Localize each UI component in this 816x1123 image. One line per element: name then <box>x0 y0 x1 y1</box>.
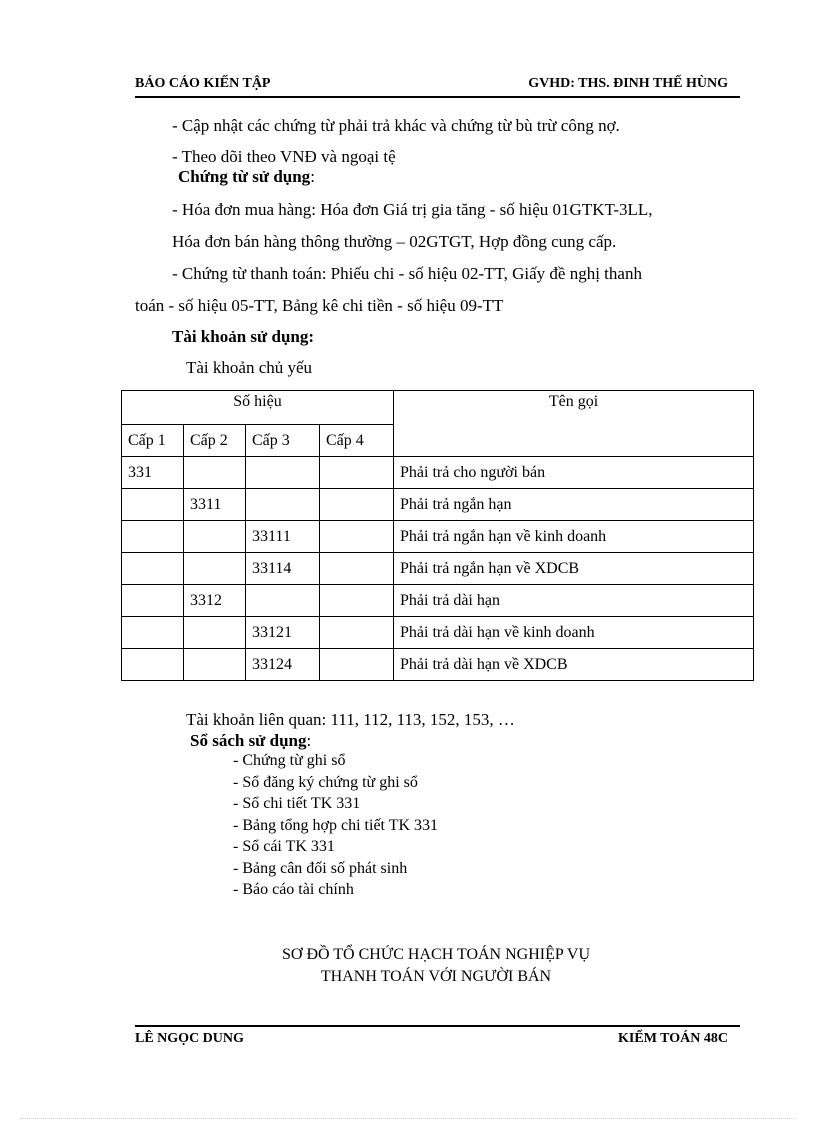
table-row <box>122 617 754 649</box>
books-heading-line <box>190 731 311 751</box>
diagram-title-line-1: SƠ ĐỒ TỔ CHỨC HẠCH TOÁN NGHIỆP VỤ <box>282 946 590 963</box>
cell-level-1: 331 <box>122 457 184 489</box>
main-accounts-label: Tài khoản chủ yếu <box>186 358 313 377</box>
header-left: BÁO CÁO KIẾN TẬP <box>135 76 271 91</box>
table-row <box>122 585 754 617</box>
cell-level-1 <box>122 521 184 553</box>
vouchers-heading: Chứng từ sử dụng <box>178 167 311 186</box>
bullet-update: - Cập nhật các chứng từ phải trả khác và chứng từ bù trừ công nợ. <box>172 116 620 135</box>
cell-name: Phải trả cho người bán <box>394 457 754 489</box>
cell-name: Phải trả ngắn hạn về kinh doanh <box>394 521 754 553</box>
purchase-invoice-line-1: - Hóa đơn mua hàng: Hóa đơn Giá trị gia tăng - số hiệu 01GTKT-3LL, <box>172 200 653 219</box>
cell-level-4 <box>320 649 394 681</box>
cell-level-2 <box>184 617 246 649</box>
table-row <box>122 457 754 489</box>
level-4-header: Cấp 4 <box>320 425 394 457</box>
cell-level-2 <box>184 521 246 553</box>
cell-level-4 <box>320 489 394 521</box>
cell-name: Phải trả ngắn hạn về XDCB <box>394 553 754 585</box>
book-item: - Sổ cái TK 331 <box>233 838 335 855</box>
cell-name: Phải trả dài hạn về XDCB <box>394 649 754 681</box>
page-bottom-divider <box>20 1118 796 1119</box>
cell-name: Phải trả dài hạn <box>394 585 754 617</box>
table-row <box>122 521 754 553</box>
cell-level-2 <box>184 553 246 585</box>
book-item: - Chứng từ ghi sổ <box>233 752 346 769</box>
book-item: - Báo cáo tài chính <box>233 881 354 898</box>
level-3-header: Cấp 3 <box>246 425 320 457</box>
cell-level-3 <box>246 457 320 489</box>
cell-level-2 <box>184 457 246 489</box>
cell-level-2 <box>184 649 246 681</box>
vouchers-heading-line <box>178 167 315 187</box>
cell-level-4 <box>320 553 394 585</box>
book-item: - Bảng tổng hợp chi tiết TK 331 <box>233 817 439 834</box>
accounts-table <box>121 390 754 681</box>
table-row <box>122 489 754 521</box>
related-accounts: Tài khoản liên quan: 111, 112, 113, 152, 153, … <box>186 710 515 729</box>
payment-voucher-line-2: toán - số hiệu 05-TT, Bảng kê chi tiền - số hiệu 09-TT <box>135 296 504 315</box>
cell-level-1 <box>122 649 184 681</box>
cell-level-3 <box>246 585 320 617</box>
cell-level-2: 3312 <box>184 585 246 617</box>
purchase-invoice-line-2: Hóa đơn bán hàng thông thường – 02GTGT, Hợp đồng cung cấp. <box>172 232 617 251</box>
cell-level-3 <box>246 489 320 521</box>
book-item: - Bảng cân đối số phát sinh <box>233 860 408 877</box>
cell-level-4 <box>320 521 394 553</box>
footer-right: KIỂM TOÁN 48C <box>618 1031 728 1046</box>
cell-level-4 <box>320 457 394 489</box>
level-1-header: Cấp 1 <box>122 425 184 457</box>
vouchers-heading-colon: : <box>310 167 315 186</box>
book-item: - Sổ đăng ký chứng từ ghi sổ <box>233 774 418 791</box>
page-header <box>135 76 740 98</box>
books-heading-colon: : <box>306 731 312 750</box>
accounts-heading: Tài khoản sử dụng: <box>172 327 315 346</box>
bullet-currency: - Theo dõi theo VNĐ và ngoại tệ <box>172 147 396 166</box>
group-header-cell: Số hiệu <box>122 391 394 425</box>
page-footer <box>135 1025 740 1051</box>
cell-level-2: 3311 <box>184 489 246 521</box>
footer-left: LÊ NGỌC DUNG <box>135 1031 244 1046</box>
book-item: - Sổ chi tiết TK 331 <box>233 795 361 812</box>
cell-level-1 <box>122 585 184 617</box>
cell-level-1 <box>122 617 184 649</box>
cell-level-1 <box>122 553 184 585</box>
cell-level-4 <box>320 585 394 617</box>
books-heading: Sổ sách sử dụng <box>190 731 307 750</box>
level-2-header: Cấp 2 <box>184 425 246 457</box>
table-header-row <box>122 391 754 425</box>
cell-level-3: 33121 <box>246 617 320 649</box>
cell-level-1 <box>122 489 184 521</box>
table-row <box>122 649 754 681</box>
cell-level-3: 33114 <box>246 553 320 585</box>
header-right: GVHD: THS. ĐINH THẾ HÙNG <box>528 76 728 91</box>
payment-voucher-line-1: - Chứng từ thanh toán: Phiếu chi - số hiệu 02-TT, Giấy đề nghị thanh <box>172 264 642 283</box>
table-row <box>122 553 754 585</box>
cell-name: Phải trả ngắn hạn <box>394 489 754 521</box>
cell-level-4 <box>320 617 394 649</box>
cell-level-3: 33124 <box>246 649 320 681</box>
cell-level-3: 33111 <box>246 521 320 553</box>
diagram-title-line-2: THANH TOÁN VỚI NGƯỜI BÁN <box>320 968 552 985</box>
name-header-cell: Tên gọi <box>394 391 754 457</box>
cell-name: Phải trả dài hạn về kinh doanh <box>394 617 754 649</box>
